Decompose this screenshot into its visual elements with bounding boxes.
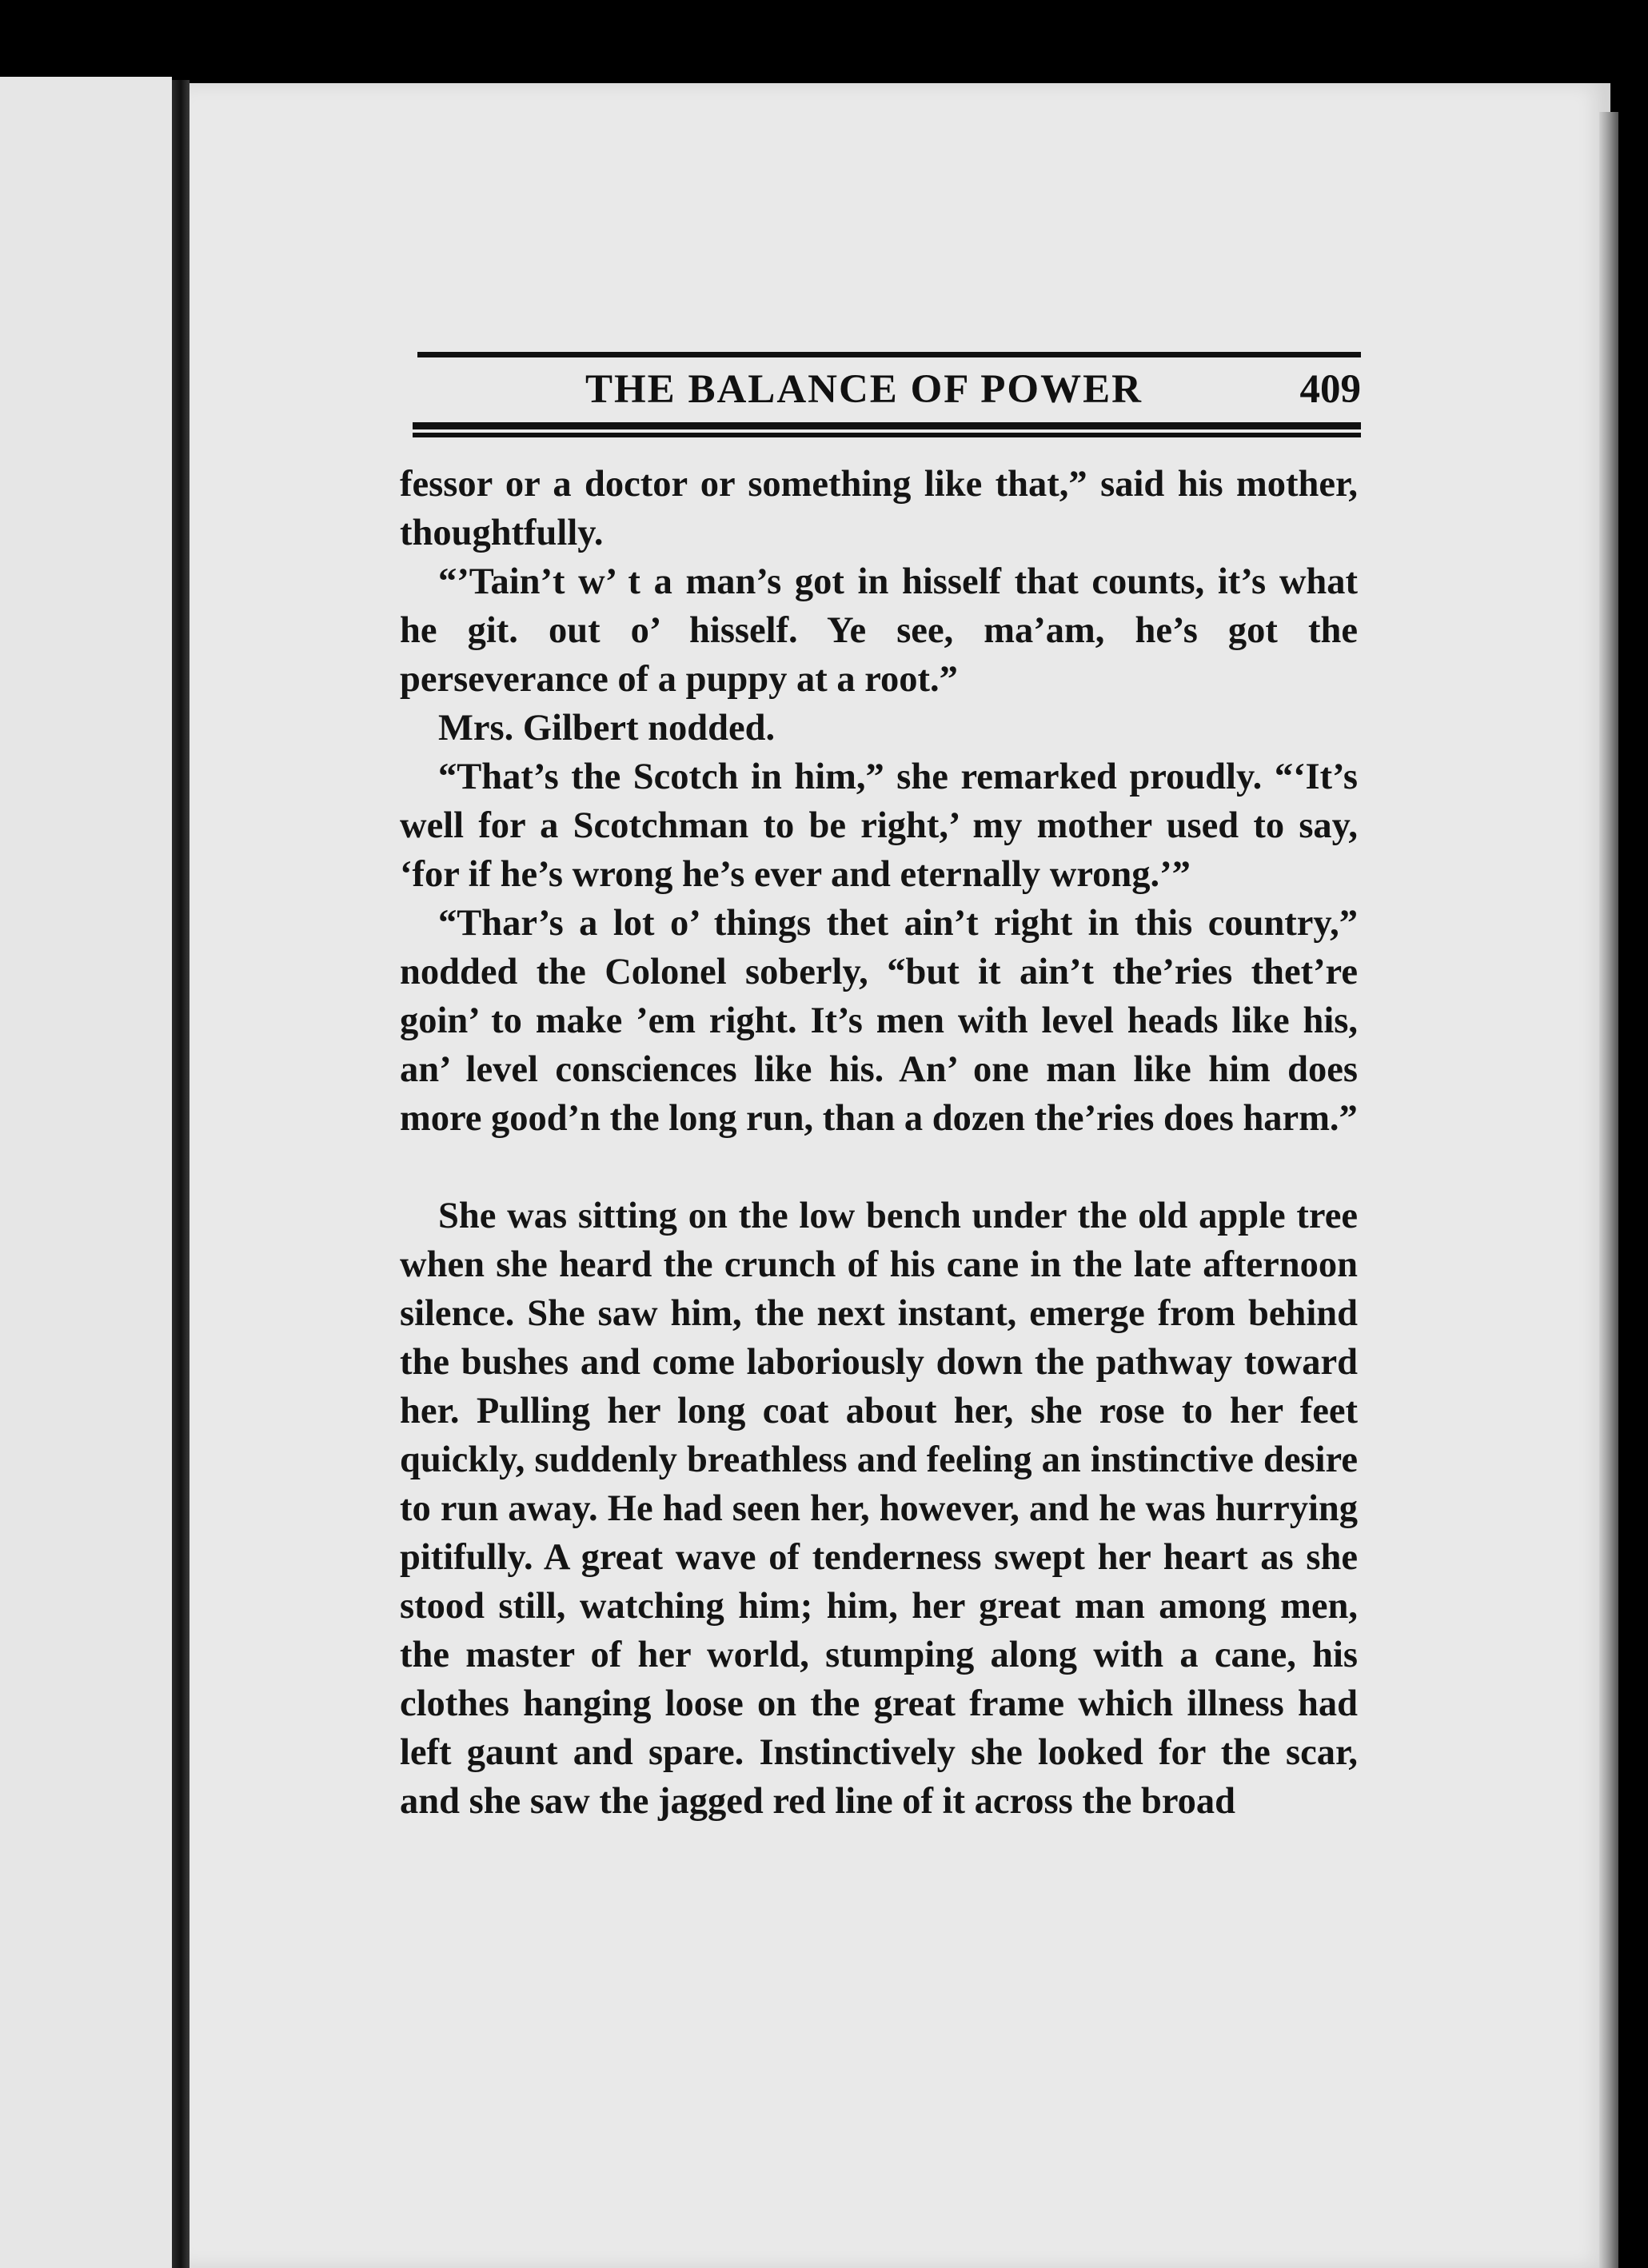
body-text xyxy=(400,460,1358,1826)
paragraph: Mrs. Gilbert nodded. xyxy=(438,708,776,749)
header-rule-top xyxy=(417,352,1361,357)
paragraph: fessor or a doctor or something like that,” said his mother, thoughtfully. xyxy=(400,464,1358,553)
running-head xyxy=(417,366,1361,422)
header-rule-bottom xyxy=(413,422,1361,429)
book-binding xyxy=(172,80,190,2268)
page-edge xyxy=(1599,112,1618,2268)
paragraph: She was sitting on the low bench under the old apple tree when she heard the crunch of his cane in the late afternoon silence. She saw him, the next instant, emerge from behind the bushes and come laboriously down the pathway toward her. Pulling her long coat about her, she rose to her feet quickly, suddenly breathless and feeling an instinctive desire to run away. He had seen her, however, and he was hurrying pitifully. A great wave of tenderness swept her heart as she stood still, watching him; him, her great man among men, the master of her world, stumping along with a cane, his clothes hanging loose on the great frame which illness had left gaunt and spare. Instinctively she looked for the scar, and she saw the jagged red line of it across the broad xyxy=(400,1196,1358,1822)
paragraph: “Thar’s a lot o’ things thet ain’t right in this country,” nodded the Colonel soberly, “but it ain’t the’ries thet’re goin’ to make ’em right. It’s men with level heads like his, an’ level consciences like his. An’ one man like him does more good’n the long run, than a dozen the’ries does harm.” xyxy=(400,903,1358,1139)
paragraph: “’Tain’t w’ t a man’s got in hisself that counts, it’s what he git. out o’ hisself. Ye see, ma’am, he’s got the perseverance of a puppy at a root.” xyxy=(400,561,1358,700)
paragraph: “That’s the Scotch in him,” she remarked proudly. “‘It’s well for a Scotchman to be right,’ my mother used to say, ‘for if he’s wrong he’s ever and eternally wrong.’” xyxy=(400,757,1358,895)
scan-background xyxy=(1618,0,1648,2268)
previous-page-edge xyxy=(0,77,172,2268)
page-number: 409 xyxy=(1299,367,1361,412)
running-head-title: THE BALANCE OF POWER xyxy=(585,367,1143,412)
header-rule-bottom-thin xyxy=(413,433,1361,437)
